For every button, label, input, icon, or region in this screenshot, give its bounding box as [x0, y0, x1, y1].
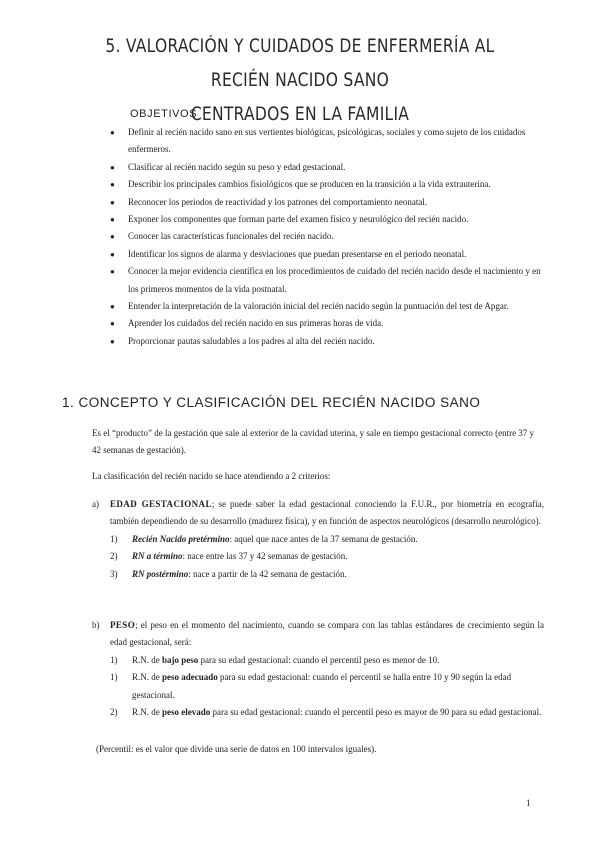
bullet-icon: ● [110, 162, 115, 172]
section-title: 1. CONCEPTO Y CLASIFICACIÓN DEL RECIÉN NACIDO SANO [62, 395, 481, 410]
criterion-head [92, 617, 544, 652]
main-title-line-1: 5. VALORACIÓN Y CUIDADOS DE ENFERMERÍA AL RECIÉN NACIDO SANO [105, 36, 495, 91]
percentile-note: (Percentil: es el valor que divide una serie de datos en 100 intervalos iguales). [96, 744, 377, 754]
bullet-icon: ● [110, 232, 115, 242]
objective-item: ● Conocer las características funcionales del recién nacido. [110, 228, 542, 245]
bullet-icon: ● [110, 249, 115, 259]
list-item: 1) R.N. de bajo peso para su edad gestacional: cuando el percentil peso es menor de 10. [110, 654, 440, 665]
intro-paragraph: Es el “producto” de la gestación que sale al exterior de la cavidad uterina, y sale en tiempo gestacional correcto (entre 37 y 42 semanas de gestación). [92, 428, 535, 456]
term: Recién Nacido pretérmino [132, 533, 230, 544]
criterion-head [92, 496, 544, 531]
bullet-icon: ● [110, 302, 115, 312]
objective-item: ● Entender la interpretación de la valoración inicial del recién nacido según la puntuación del test de Apgar. [110, 298, 542, 315]
weight-list [92, 652, 544, 722]
criterion-label: EDAD GESTACIONAL [110, 499, 212, 509]
gestational-age-list [92, 531, 544, 583]
main-title-line-2: CENTRADOS EN LA FAMILIA [190, 104, 410, 125]
criterion-text: ; el peso en el momento del nacimiento, cuando se compara con las tablas estándares de crecimiento según la edad gestacional, será: [110, 620, 544, 648]
objective-item: ● Definir al recién nacido sano en sus vertientes biológicas, psicológicas, sociales y como sujeto de los cuidados enfermeros. [110, 124, 542, 159]
bullet-icon: ● [110, 180, 115, 190]
list-item: 1) Recién Nacido pretérmino: aquel que nace antes de la 37 semana de gestación. [110, 533, 418, 544]
term: RN a término [132, 551, 183, 562]
objective-item: ● Exponer los componentes que forman parte del examen físico y neurológico del recién nacido. [110, 211, 542, 228]
bullet-icon: ● [110, 319, 115, 329]
bullet-icon: ● [110, 197, 115, 207]
objectives-heading: OBJETIVOS [130, 108, 198, 120]
page-number: 1 [526, 798, 531, 808]
list-item: 2) RN a término: nace entre las 37 y 42 semanas de gestación. [110, 551, 348, 562]
objectives-list [110, 124, 542, 350]
objective-item: ● Reconocer los periodos de reactividad y los patrones del comportamiento neonatal. [110, 194, 542, 211]
list-marker: a) [92, 499, 99, 509]
criterion-label: PESO [110, 620, 136, 630]
list-item: 3) RN postérmino: nace a partir de la 42 semana de gestación. [110, 568, 347, 579]
bullet-icon: ● [110, 215, 115, 225]
objective-item: ● Describir los principales cambios fisiológicos que se producen en la transición a la vida extrauterina. [110, 176, 542, 193]
term: peso adecuado [162, 672, 218, 683]
objective-item: ● Proporcionar pautas saludables a los padres al alta del recién nacido. [110, 333, 542, 350]
list-item: 1) R.N. de peso adecuado para su edad gestacional: cuando el percentil se halla entre 10 y 90 según la edad gestacional. [110, 672, 512, 700]
bullet-icon: ● [110, 336, 115, 346]
list-item: 2) R.N. de peso elevado para su edad gestacional: cuando el percentil peso es mayor de 90 para su edad gestacional. [110, 707, 542, 718]
bullet-icon: ● [110, 128, 115, 137]
bullet-icon: ● [110, 267, 115, 277]
term: bajo peso [162, 654, 199, 665]
criterion-weight [92, 617, 544, 721]
criteria-intro: La clasificación del recién nacido se hace atendiendo a 2 criterios: [92, 471, 331, 481]
criterion-gestational-age [92, 496, 544, 583]
objective-item: ● Identificar los signos de alarma y desviaciones que puedan presentarse en el periodo neonatal. [110, 246, 542, 263]
objective-item: ● Conocer la mejor evidencia científica en los procedimientos de cuidado del recién nacido desde el nacimiento y en los primeros momentos de la vida postnatal. [110, 263, 542, 298]
criterion-text: ; se puede saber la edad gestacional conociendo la F.U.R., por biometría en ecografía, también dependiendo de su desarrollo (madurez física), y en función de aspectos neurológicos (desarrollo neurológico). [110, 499, 545, 527]
term: peso elevado [162, 707, 211, 718]
term: RN postérmino [132, 568, 189, 579]
list-marker: b) [92, 620, 100, 630]
objective-item: ● Clasificar al recién nacido según su peso y edad gestacional. [110, 159, 542, 176]
objective-item: ● Aprender los cuidados del recién nacido en sus primeras horas de vida. [110, 315, 542, 332]
